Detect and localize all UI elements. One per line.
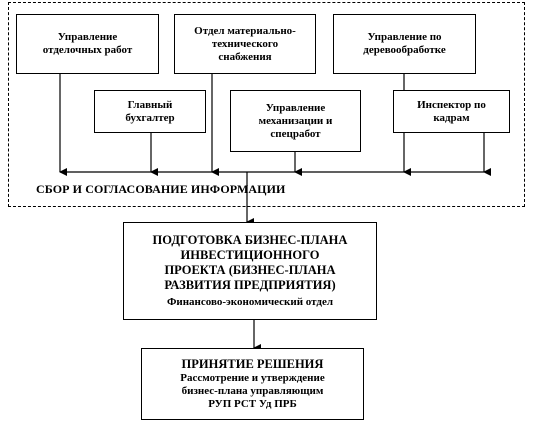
unit-finishing-works-label: Управление отделочных работ xyxy=(42,31,133,56)
unit-hr-inspector-label: Инспектор по кадрам xyxy=(417,98,486,124)
decision-details: Рассмотрение и утверждение бизнес-плана управляющим РУП РСТ Уд ПРБ xyxy=(180,372,325,410)
unit-woodworking xyxy=(333,14,476,74)
unit-chief-accountant-label: Главный бухгалтер xyxy=(125,98,175,124)
unit-material-supply-label: Отдел материально- технического снабжения xyxy=(194,24,296,63)
unit-material-supply xyxy=(174,14,316,74)
unit-chief-accountant xyxy=(94,90,206,133)
unit-finishing-works xyxy=(16,14,159,74)
decision-box xyxy=(141,348,364,420)
unit-mechanization-label: Управление механизации и спецработ xyxy=(258,101,333,140)
collect-label: СБОР И СОГЛАСОВАНИЕ ИНФОРМАЦИИ xyxy=(36,182,286,196)
business-plan-title: ПОДГОТОВКА БИЗНЕС-ПЛАНА ИНВЕСТИЦИОННОГО ПРОЕКТА (БИЗНЕС-ПЛАНА РАЗВИТИЯ ПРЕДПРИЯТИЯ) xyxy=(152,233,348,292)
business-plan-box xyxy=(123,222,377,320)
decision-title: ПРИНЯТИЕ РЕШЕНИЯ xyxy=(181,357,324,371)
business-plan-department: Финансово-экономический отдел xyxy=(166,296,334,308)
unit-mechanization xyxy=(230,90,361,152)
unit-woodworking-label: Управление по деревообработке xyxy=(363,31,446,56)
unit-hr-inspector xyxy=(393,90,510,133)
